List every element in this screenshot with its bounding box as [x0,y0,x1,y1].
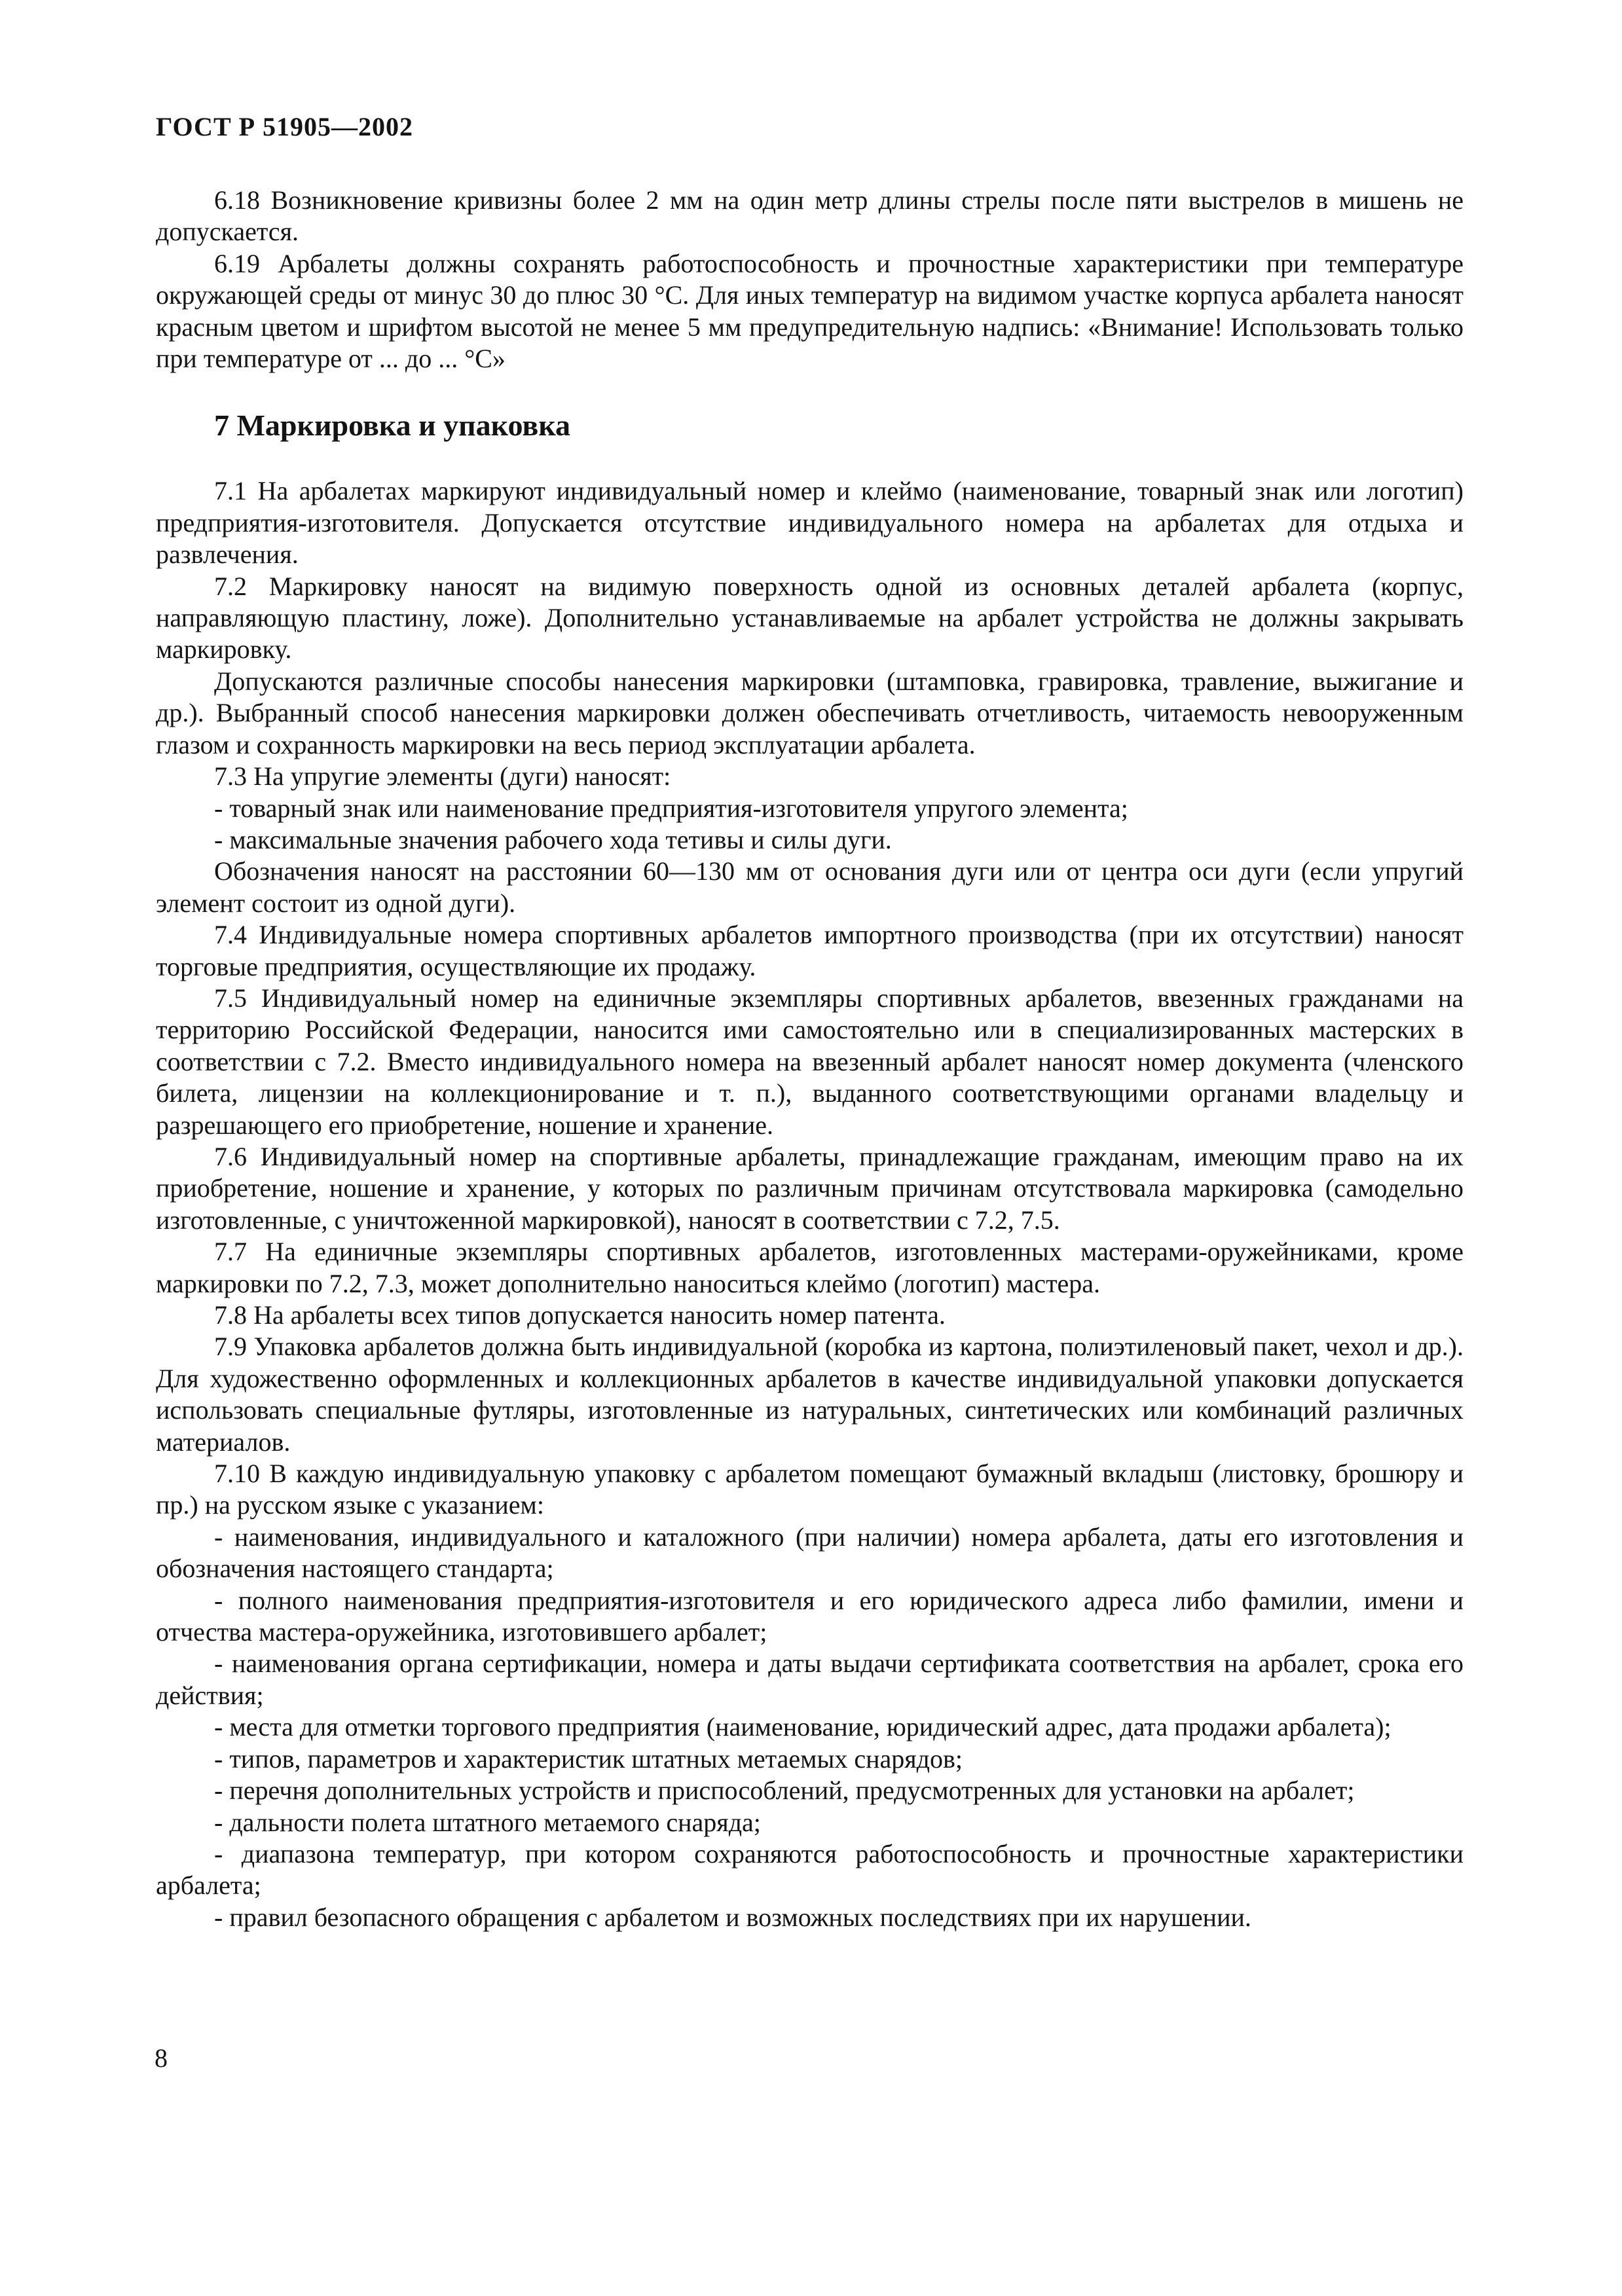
paragraph-7-3-placement: Обозначения наносят на расстоянии 60—130 мм от основания дуги или от центра оси дуги (если упругий элемент состоит из одной дуги). [156,856,1464,918]
paragraph-6-18: 6.18 Возникновение кривизны более 2 мм на один метр длины стрелы после пяти выстрелов в мишень не допускается. [156,185,1464,247]
list-item: - дальности полета штатного метаемого снаряда; [214,1807,761,1837]
paragraph-7-5: 7.5 Индивидуальный номер на единичные экземпляры спортивных арбалетов, ввезенных гражданами на территорию Российской Федерации, наносится ими самостоятельно или в специализированных мастерских в соответствии с 7.2. Вместо индивидуального номера на ввезенный арбалет наносят номер документа (членского билета, лицензии на коллекционирование и т. п.), выданного соответствующими органами владельцу и разрешающего его приобретение, ношение и хранение. [156,983,1464,1140]
document-code: ГОСТ Р 51905—2002 [156,112,414,141]
paragraph-7-2: 7.2 Маркировку наносят на видимую поверхность одной из основных деталей арбалета (корпус, направляющую пластину, ложе). Дополнительно устанавливаемые на арбалет устройства не должны закрывать маркировку. [156,571,1464,665]
list-item: - типов, параметров и характеристик штатных метаемых снарядов; [214,1743,963,1774]
paragraph-7-4: 7.4 Индивидуальные номера спортивных арбалетов импортного производства (при их отсутствии) наносят торговые предприятия, осуществляющие их продажу. [156,920,1464,981]
list-item: - диапазона температур, при котором сохраняются работоспособность и прочностные характеристики арбалета; [156,1838,1464,1901]
list-item: - наименования органа сертификации, номера и даты выдачи сертификата соответствия на арбалет, срока его действия; [156,1649,1464,1710]
paragraph-6-19: 6.19 Арбалеты должны сохранять работоспособность и прочностные характеристики при температуре окружающей среды от минус 30 до плюс 30 °С. Для иных температур на видимом участке корпуса арбалета наносят красным цветом и шрифтом высотой не менее 5 мм предупредительную надпись: «Внимание! Использовать только при температуре от ... до ... °С» [156,248,1464,374]
list-item: - полного наименования предприятия-изготовителя и его юридического адреса либо фамилии, имени и отчества мастера-оружейника, изготовившего арбалет; [156,1585,1464,1647]
list-item: - места для отметки торгового предприятия (наименование, юридический адрес, дата продажи арбалета); [214,1712,1392,1742]
paragraph-7-8: 7.8 На арбалеты всех типов допускается наносить номер патента. [214,1300,946,1330]
list-item: - товарный знак или наименование предприятия-изготовителя упругого элемента; [214,793,1128,823]
list-item: - правил безопасного обращения с арбалетом и возможных последствиях при их нарушении. [214,1902,1251,1932]
paragraph-7-2-methods: Допускаются различные способы нанесения маркировки (штамповка, гравировка, травление, выжигание и др.). Выбранный способ нанесения маркировки должен обеспечивать отчетливость, читаемость невооруженным глазом и сохранность маркировки на весь период эксплуатации арбалета. [156,666,1464,759]
section-heading: 7 Маркировка и упаковка [214,409,571,443]
page-number: 8 [155,2043,168,2073]
list-item: - перечня дополнительных устройств и приспособлений, предусмотренных для установки на арбалет; [214,1776,1355,1806]
paragraph-7-9: 7.9 Упаковка арбалетов должна быть индивидуальной (коробка из картона, полиэтиленовый пакет, чехол и др.). Для художественно оформленных и коллекционных арбалетов в качестве индивидуальной упаковки допускается использовать специальные футляры, изготовленные из натуральных, синтетических или комбинаций различных материалов. [156,1332,1464,1457]
paragraph-7-7: 7.7 На единичные экземпляры спортивных арбалетов, изготовленных мастерами-оружейниками, кроме маркировки по 7.2, 7.3, может дополнительно наноситься клеймо (логотип) мастера. [156,1237,1464,1298]
paragraph-7-3: 7.3 На упругие элементы (дуги) наносят: [214,761,671,792]
list-item: - максимальные значения рабочего хода тетивы и силы дуги. [214,824,892,854]
paragraph-7-1: 7.1 На арбалетах маркируют индивидуальный номер и клеймо (наименование, товарный знак или логотип) предприятия-изготовителя. Допускается отсутствие индивидуального номера на арбалетах для отдыха и развлечения. [156,476,1464,570]
paragraph-7-6: 7.6 Индивидуальный номер на спортивные арбалеты, принадлежащие гражданам, имеющим право на их приобретение, ношение и хранение, у которых по различным причинам отсутствовала маркировка (самодельно изготовленные, с уничтоженной маркировкой), наносят в соответствии с 7.2, 7.5. [156,1141,1464,1235]
paragraph-7-10: 7.10 В каждую индивидуальную упаковку с арбалетом помещают бумажный вкладыш (листовку, брошюру и пр.) на русском языке с указанием: [156,1459,1464,1520]
document-body [156,185,1464,1933]
list-item: - наименования, индивидуального и каталожного (при наличии) номера арбалета, даты его изготовления и обозначения настоящего стандарта; [156,1522,1464,1584]
